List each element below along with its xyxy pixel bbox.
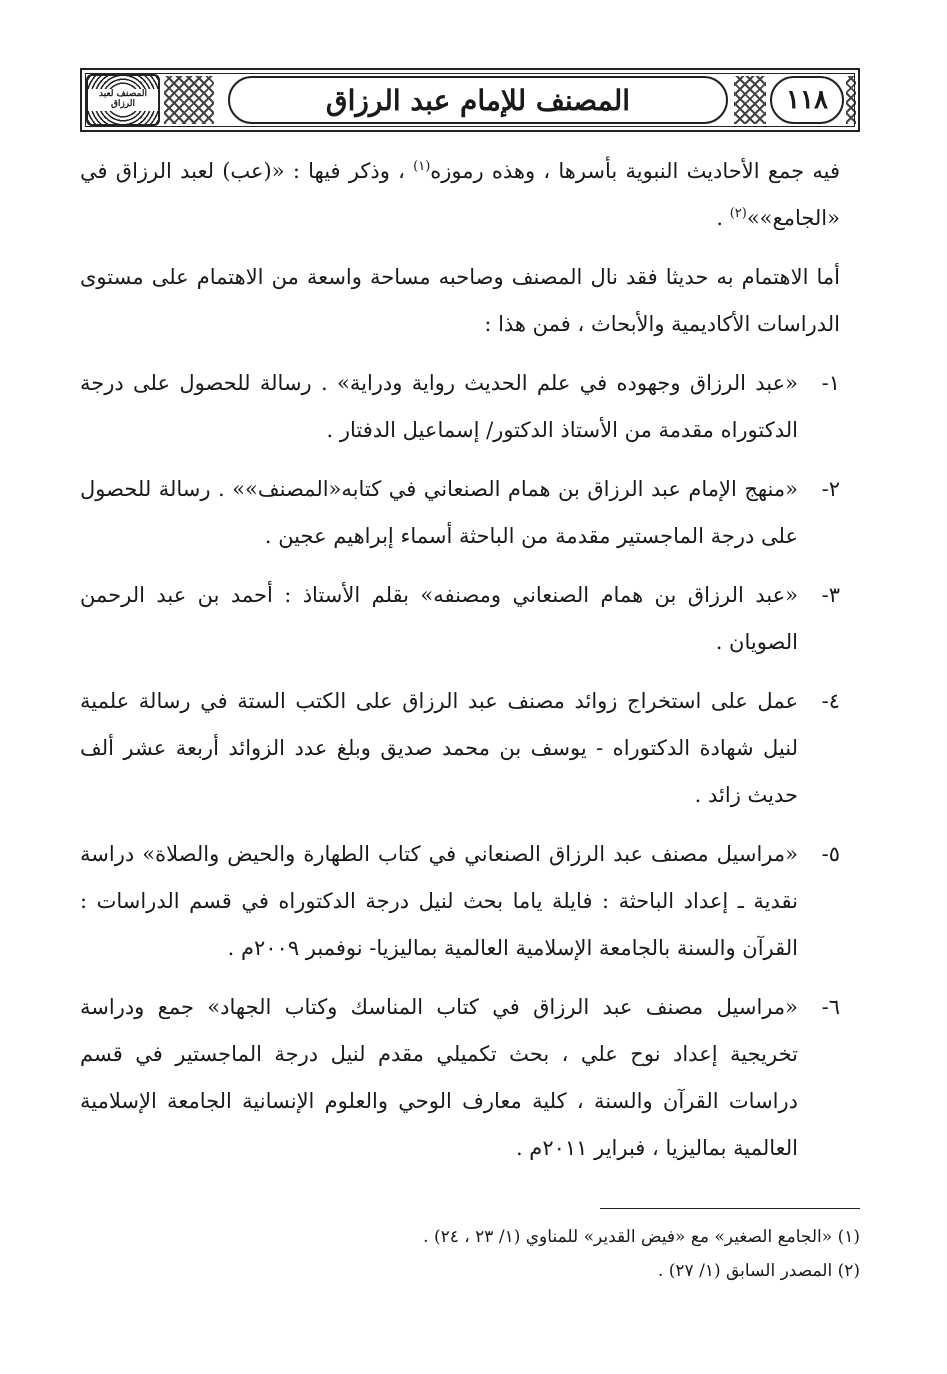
item-text: «عبد الرزاق وجهوده في علم الحديث رواية ودراية» . رسالة للحصول على درجة الدكتوراه مقدمة من الأستاذ الدكتور/ إسماعيل الدفتار .	[80, 371, 798, 442]
page-number: ١١٨	[786, 85, 828, 115]
list-item	[80, 572, 840, 666]
header-ornament-left	[164, 76, 214, 124]
page-header	[80, 68, 860, 132]
footnote-separator	[600, 1208, 860, 1209]
footnote-ref-2: (٢)	[729, 206, 747, 221]
item-text: «عبد الرزاق بن همام الصنعاني ومصنفه» بقلم الأستاذ : أحمد بن عبد الرحمن الصويان .	[80, 583, 798, 654]
study-paragraph: أما الاهتمام به حديثا فقد نال المصنف وصاحبه مساحة واسعة من الاهتمام على مستوى الدراسات الأكاديمية والأبحاث ، فمن هذا :	[80, 265, 840, 336]
footnote-ref-1: (١)	[413, 159, 431, 174]
page-body	[80, 148, 840, 1184]
item-number: ٢-	[821, 477, 840, 501]
item-text: عمل على استخراج زوائد مصنف عبد الرزاق على الكتب الستة في رسالة علمية لنيل شهادة الدكتوراه - يوسف بن محمد صديق وبلغ عدد الزوائد أربعة عشر ألف حديث زائد .	[80, 689, 798, 807]
intro-paragraph	[80, 148, 840, 242]
book-logo-seal	[86, 74, 160, 126]
running-title: المصنف للإمام عبد الرزاق	[325, 83, 631, 117]
item-text: «مراسيل مصنف عبد الرزاق الصنعاني في كتاب الطهارة والحيض والصلاة» دراسة نقدية ـ إعداد الباحثة : فايلة ياما بحث لنيل درجة الدكتوراه في قسم الدراسات : القرآن والسنة بالجامعة الإسلامية العالمية بماليزيا- نوفمبر ٢٠٠٩م .	[80, 842, 798, 960]
item-number: ٦-	[821, 995, 840, 1019]
footnote-2: (٢) المصدر السابق (١/ ٢٧) .	[657, 1261, 860, 1281]
list-item	[80, 831, 840, 972]
header-title-box	[228, 76, 728, 124]
list-item	[80, 466, 840, 560]
list-item	[80, 360, 840, 454]
header-ornament-edge	[846, 76, 856, 124]
intro-text: فيه جمع الأحاديث النبوية بأسرها ، وهذه رموزه	[430, 159, 840, 183]
logo-text: المصنف لعبد الرزاق	[88, 89, 158, 111]
item-text: «مراسيل مصنف عبد الرزاق في كتاب المناسك وكتاب الجهاد» جمع ودراسة تخريجية إعداد نوح علي ، بحث تكميلي مقدم لنيل درجة الماجستير في قسم دراسات القرآن والسنة ، كلية معارف الوحي والعلوم الإنسانية الجامعة الإسلامية العالمية بماليزيا ، فبراير ٢٠١١م .	[80, 995, 798, 1160]
header-ornament-right	[734, 76, 766, 124]
item-number: ٤-	[821, 689, 840, 713]
item-number: ٣-	[821, 583, 840, 607]
page-number-box	[770, 76, 844, 124]
list-item	[80, 678, 840, 819]
footnote-1: (١) «الجامع الصغير» مع «فيض القدير» للمناوي (١/ ٢٣ ، ٢٤) .	[423, 1227, 860, 1247]
item-text: «منهج الإمام عبد الرزاق بن همام الصنعاني في كتابه«المصنف»» . رسالة للحصول على درجة الماجستير مقدمة من الباحثة أسماء إبراهيم عجين .	[80, 477, 798, 548]
footnotes	[80, 1220, 860, 1288]
list-item	[80, 984, 840, 1172]
item-number: ٥-	[821, 842, 840, 866]
item-number: ١-	[821, 371, 840, 395]
intro-text-tail: ، وذكر فيها : «(عب) لعبد الرزاق في «الجامع»»	[80, 159, 840, 230]
intro-text-end: .	[716, 206, 723, 230]
